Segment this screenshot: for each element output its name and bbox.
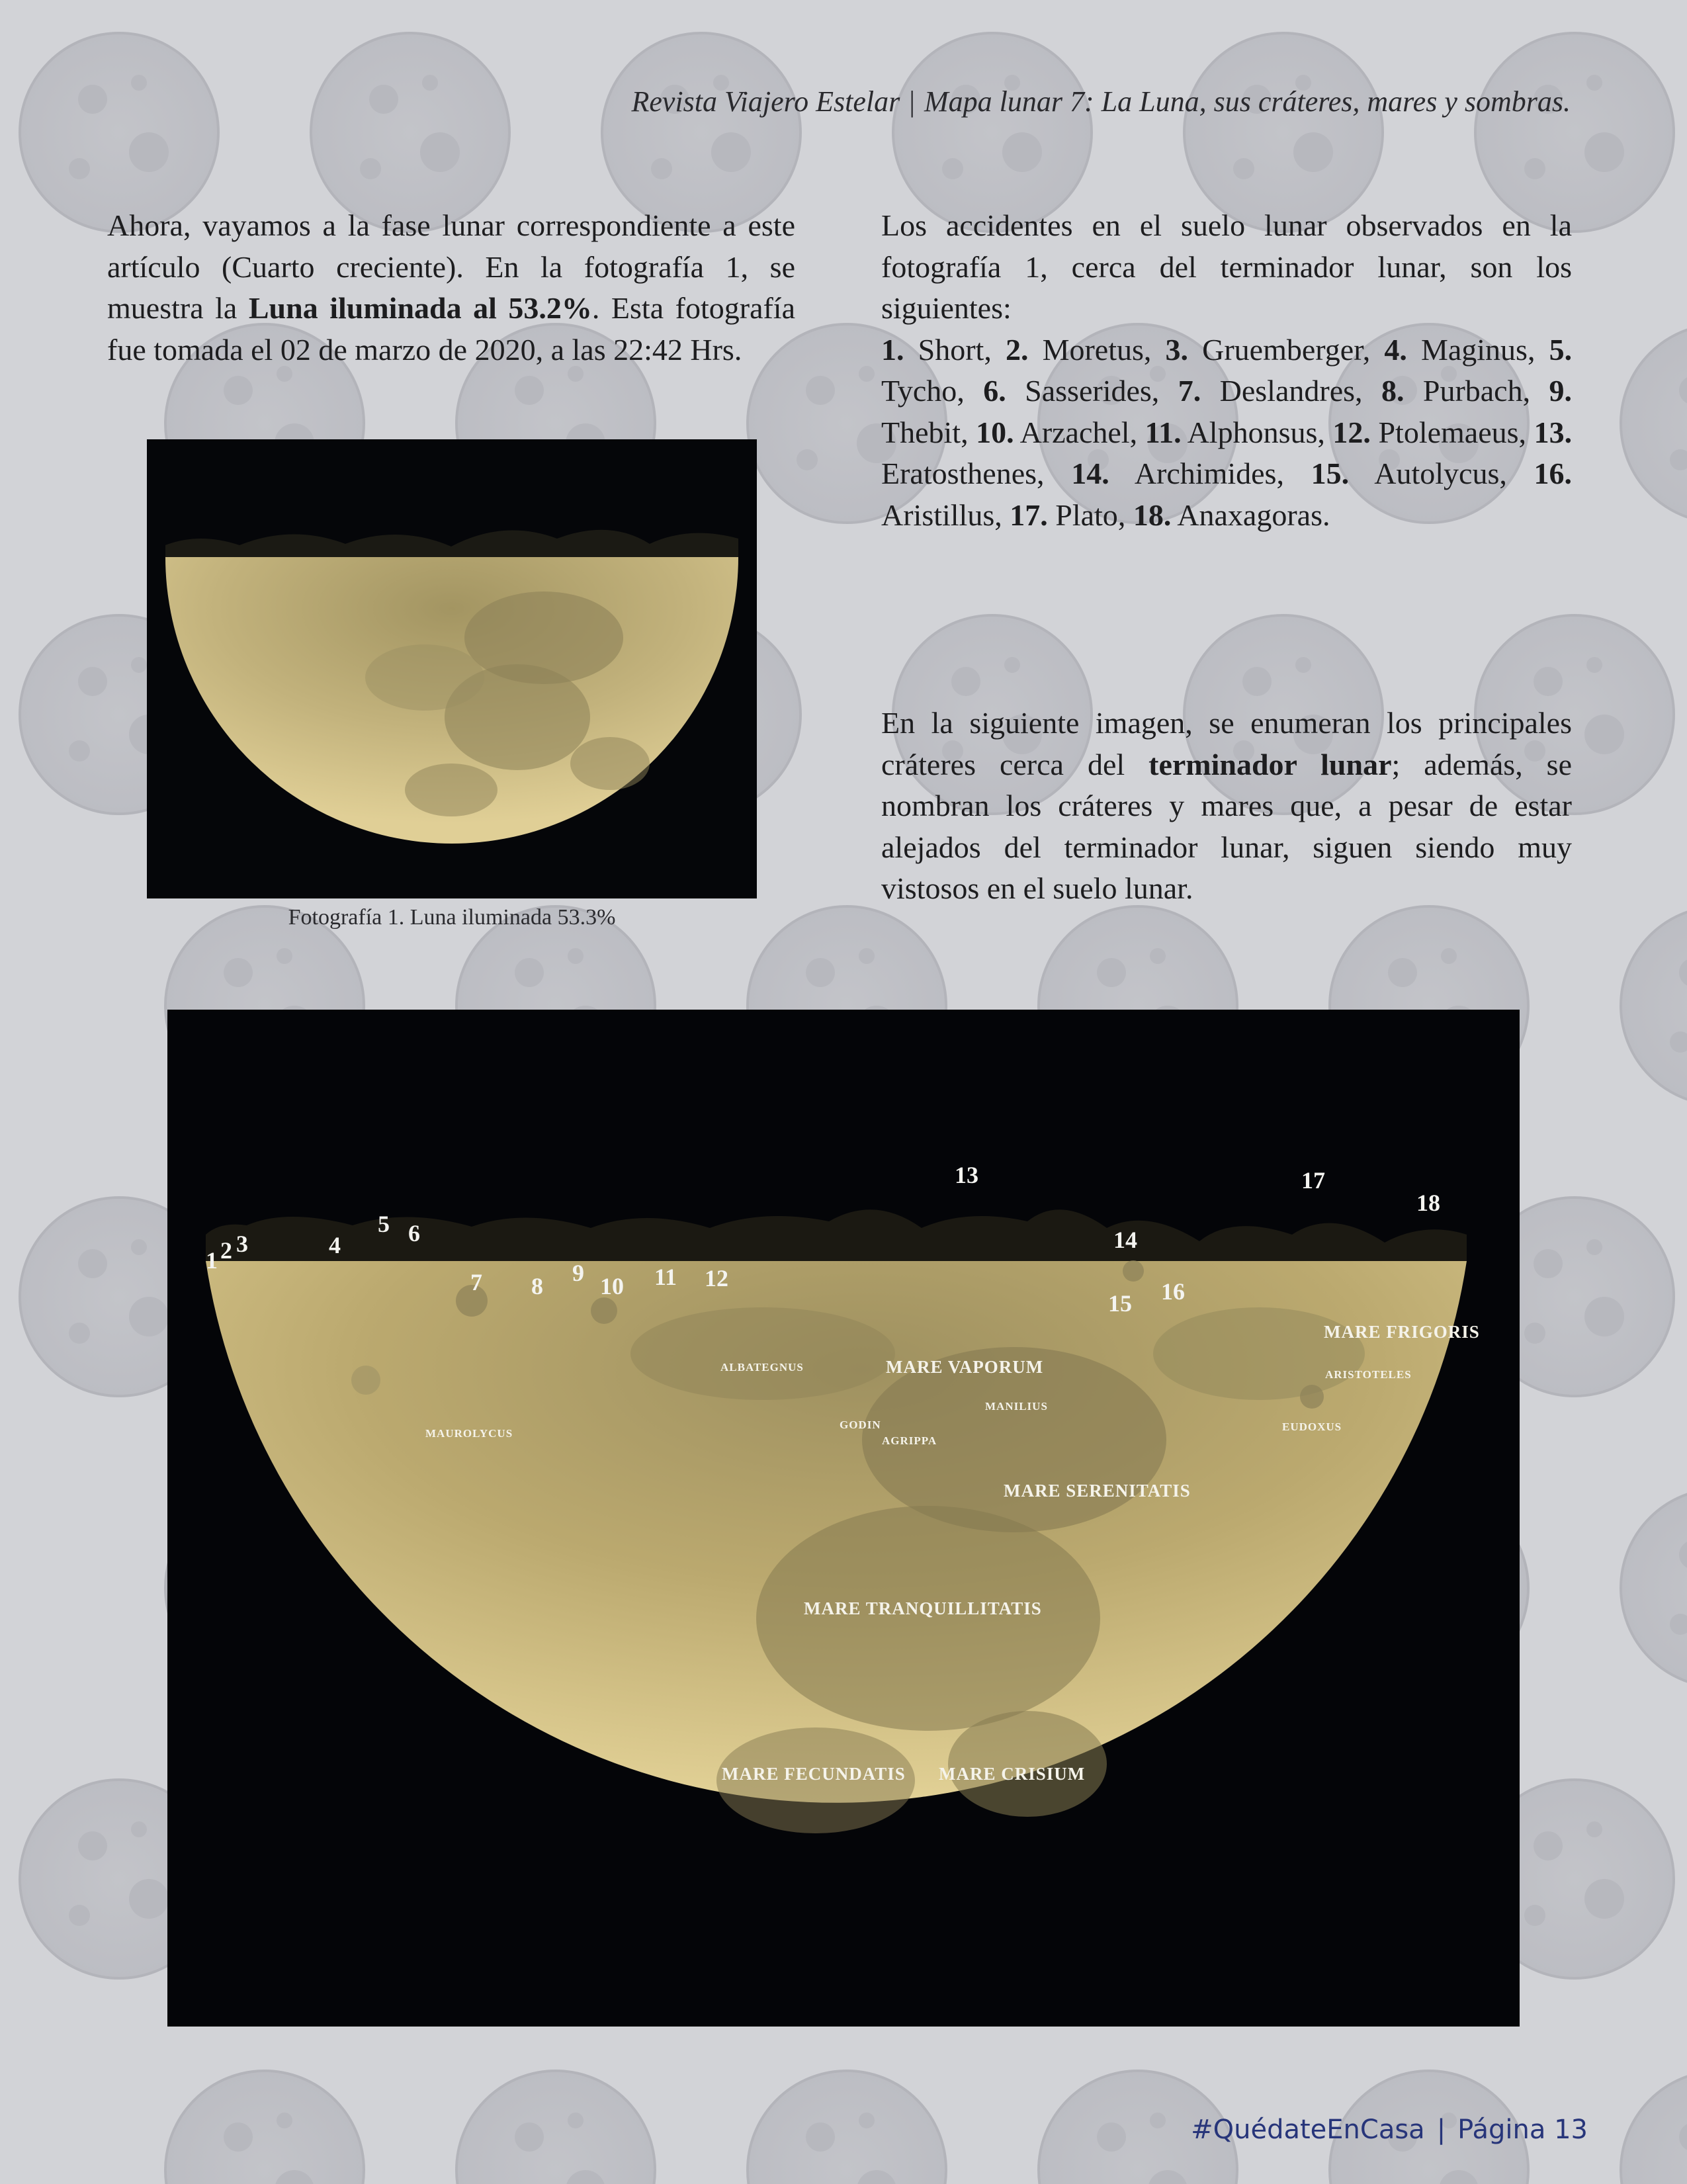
background-moon-icon bbox=[456, 2071, 655, 2184]
feature-name: Thebit bbox=[881, 415, 961, 449]
image-desc-text-b: ; además, se nombran los cráteres y mares que, a pesar de estar alejados del terminador lunar, siguen siendo muy vistosos en el suelo lunar. bbox=[881, 747, 1573, 905]
feature-number: 13. bbox=[1534, 415, 1573, 449]
label-mare-tranquillitatis: MARE TRANQUILLITATIS bbox=[804, 1598, 1042, 1618]
feature-name: Aristillus bbox=[881, 498, 995, 532]
crater-number-13: 13 bbox=[955, 1162, 978, 1188]
background-moon-icon bbox=[1621, 324, 1687, 523]
feature-name: Maginus bbox=[1420, 332, 1528, 367]
feature-number: 5. bbox=[1549, 332, 1573, 367]
feature-number: 12. bbox=[1332, 415, 1371, 449]
crater-number-15: 15 bbox=[1108, 1290, 1132, 1317]
moon-photo-1 bbox=[147, 439, 757, 898]
image-desc-text-bold: terminador lunar bbox=[1148, 747, 1392, 781]
label-mare-frigoris: MARE FRIGORIS bbox=[1324, 1322, 1480, 1342]
feature-name: Moretus bbox=[1042, 332, 1144, 367]
label-eudoxus: EUDOXUS bbox=[1282, 1420, 1342, 1433]
crater-number-17: 17 bbox=[1301, 1167, 1325, 1194]
crater-number-1: 1 bbox=[206, 1247, 218, 1274]
background-moon-icon bbox=[1184, 33, 1383, 232]
footer-separator: | bbox=[1436, 2115, 1446, 2145]
background-moon-icon bbox=[165, 2071, 364, 2184]
label-mare-crisium: MARE CRISIUM bbox=[939, 1764, 1086, 1784]
label-mare-serenitatis: MARE SERENITATIS bbox=[1004, 1481, 1191, 1501]
crater-number-18: 18 bbox=[1416, 1190, 1440, 1216]
feature-number: 16. bbox=[1534, 457, 1573, 490]
feature-number: 17. bbox=[1010, 498, 1048, 532]
feature-name: Sasserides bbox=[1025, 374, 1152, 408]
label-mare-fecundatis: MARE FECUNDATIS bbox=[722, 1764, 906, 1784]
crater-number-10: 10 bbox=[600, 1273, 624, 1299]
feature-name: Alphonsus bbox=[1187, 415, 1318, 449]
features-intro: Los accidentes en el suelo lunar observados en la fotografía 1, cerca del terminador lunar, son los siguientes: bbox=[881, 208, 1572, 325]
crater-number-3: 3 bbox=[236, 1231, 248, 1257]
feature-name: Eratosthenes bbox=[881, 457, 1037, 490]
feature-number: 1. bbox=[881, 332, 904, 367]
feature-name: Plato bbox=[1055, 498, 1118, 532]
feature-number: 18. bbox=[1133, 498, 1172, 532]
photo-1-caption: Fotografía 1. Luna iluminada 53.3% bbox=[288, 905, 616, 930]
feature-number: 15. bbox=[1311, 457, 1350, 490]
background-moon-icon bbox=[748, 2071, 946, 2184]
feature-name: Deslandres bbox=[1219, 374, 1356, 408]
features-paragraph bbox=[881, 205, 1572, 536]
feature-name: Ptolemaeus bbox=[1378, 415, 1519, 449]
feature-name: Gruemberger bbox=[1202, 332, 1363, 367]
feature-name: Purbach bbox=[1422, 374, 1523, 408]
crater-number-7: 7 bbox=[470, 1269, 482, 1295]
crater-number-4: 4 bbox=[329, 1232, 341, 1258]
feature-name: Anaxagoras. bbox=[1177, 498, 1330, 532]
intro-text-a: Ahora, vayamos a la fase lunar correspondiente a este artículo (Cuarto creciente). En la fotografía 1, se muestra la bbox=[107, 208, 795, 325]
background-moon-icon bbox=[893, 33, 1092, 232]
intro-text-bold: Luna iluminada al 53.2% bbox=[248, 291, 592, 325]
feature-number: 3. bbox=[1165, 332, 1189, 367]
label-albategnus: ALBATEGNUS bbox=[720, 1361, 804, 1374]
feature-number: 7. bbox=[1178, 374, 1201, 408]
background-moon-icon bbox=[1621, 906, 1687, 1105]
label-manilius: MANILIUS bbox=[985, 1400, 1048, 1413]
intro-text-b: . Esta fotografía fue tomada el 02 de marzo de 2020, a las 22:42 Hrs. bbox=[107, 291, 795, 367]
background-moon-icon bbox=[602, 33, 800, 232]
crater-number-12: 12 bbox=[705, 1265, 728, 1291]
crater-number-14: 14 bbox=[1113, 1227, 1137, 1253]
labeled-moon-map bbox=[167, 1010, 1520, 2027]
feature-number: 14. bbox=[1071, 457, 1109, 490]
feature-number: 2. bbox=[1005, 332, 1029, 367]
hashtag: #QuédateEnCasa bbox=[1191, 2115, 1425, 2145]
crater-number-6: 6 bbox=[408, 1220, 420, 1246]
image-desc-text-a: En la siguiente imagen, se enumeran los principales cráteres cerca del bbox=[881, 706, 1572, 781]
crater-number-5: 5 bbox=[378, 1211, 390, 1237]
crater-number-11: 11 bbox=[654, 1264, 677, 1290]
background-moon-icon bbox=[20, 33, 218, 232]
crater-number-16: 16 bbox=[1161, 1278, 1185, 1305]
feature-number: 4. bbox=[1384, 332, 1407, 367]
intro-paragraph bbox=[107, 205, 795, 371]
crater-number-2: 2 bbox=[220, 1237, 232, 1264]
label-godin: GODIN bbox=[840, 1419, 881, 1431]
background-moon-icon bbox=[1621, 2071, 1687, 2184]
running-header bbox=[632, 85, 1571, 118]
feature-number: 11. bbox=[1145, 415, 1182, 449]
feature-name: Arzachel bbox=[1019, 415, 1130, 449]
page-footer bbox=[1191, 2115, 1588, 2145]
feature-name: Tycho bbox=[881, 374, 957, 408]
image-description-paragraph bbox=[881, 703, 1572, 910]
background-moon-icon bbox=[311, 33, 509, 232]
crater-number-9: 9 bbox=[572, 1260, 584, 1286]
feature-list: 1. Short, 2. Moretus, 3. Gruemberger, 4. Maginus, 5. Tycho, 6. Sasserides, 7. Deslandres, 8. Purbach, 9. Thebit, 10. Arzachel, 11. Alphonsus, 12. Ptolemaeus, 13. Eratosthenes, 14. Archimides, 15. Autolycus, 16. Aristillus, 17. Plato, 18. Anaxagoras. bbox=[881, 332, 1573, 532]
header-separator: | bbox=[909, 85, 916, 118]
feature-number: 6. bbox=[983, 374, 1006, 408]
label-mare-vaporum: MARE VAPORUM bbox=[886, 1357, 1044, 1377]
feature-number: 10. bbox=[976, 415, 1014, 449]
magazine-name: Revista Viajero Estelar bbox=[631, 85, 900, 118]
background-moon-icon bbox=[1475, 33, 1674, 232]
label-aristoteles: ARISTOTELES bbox=[1325, 1368, 1412, 1381]
crater-number-8: 8 bbox=[531, 1273, 543, 1299]
feature-number: 9. bbox=[1549, 374, 1573, 408]
label-agrippa: AGRIPPA bbox=[882, 1434, 937, 1447]
background-moon-icon bbox=[1621, 1489, 1687, 1687]
page-number: Página 13 bbox=[1457, 2115, 1588, 2145]
feature-number: 8. bbox=[1381, 374, 1405, 408]
feature-name: Autolycus bbox=[1374, 457, 1500, 490]
feature-name: Short bbox=[918, 332, 984, 367]
label-maurolycus: MAUROLYCUS bbox=[425, 1427, 513, 1440]
article-title: Mapa lunar 7: La Luna, sus cráteres, mares y sombras. bbox=[924, 85, 1571, 118]
feature-name: Archimides bbox=[1134, 457, 1277, 490]
